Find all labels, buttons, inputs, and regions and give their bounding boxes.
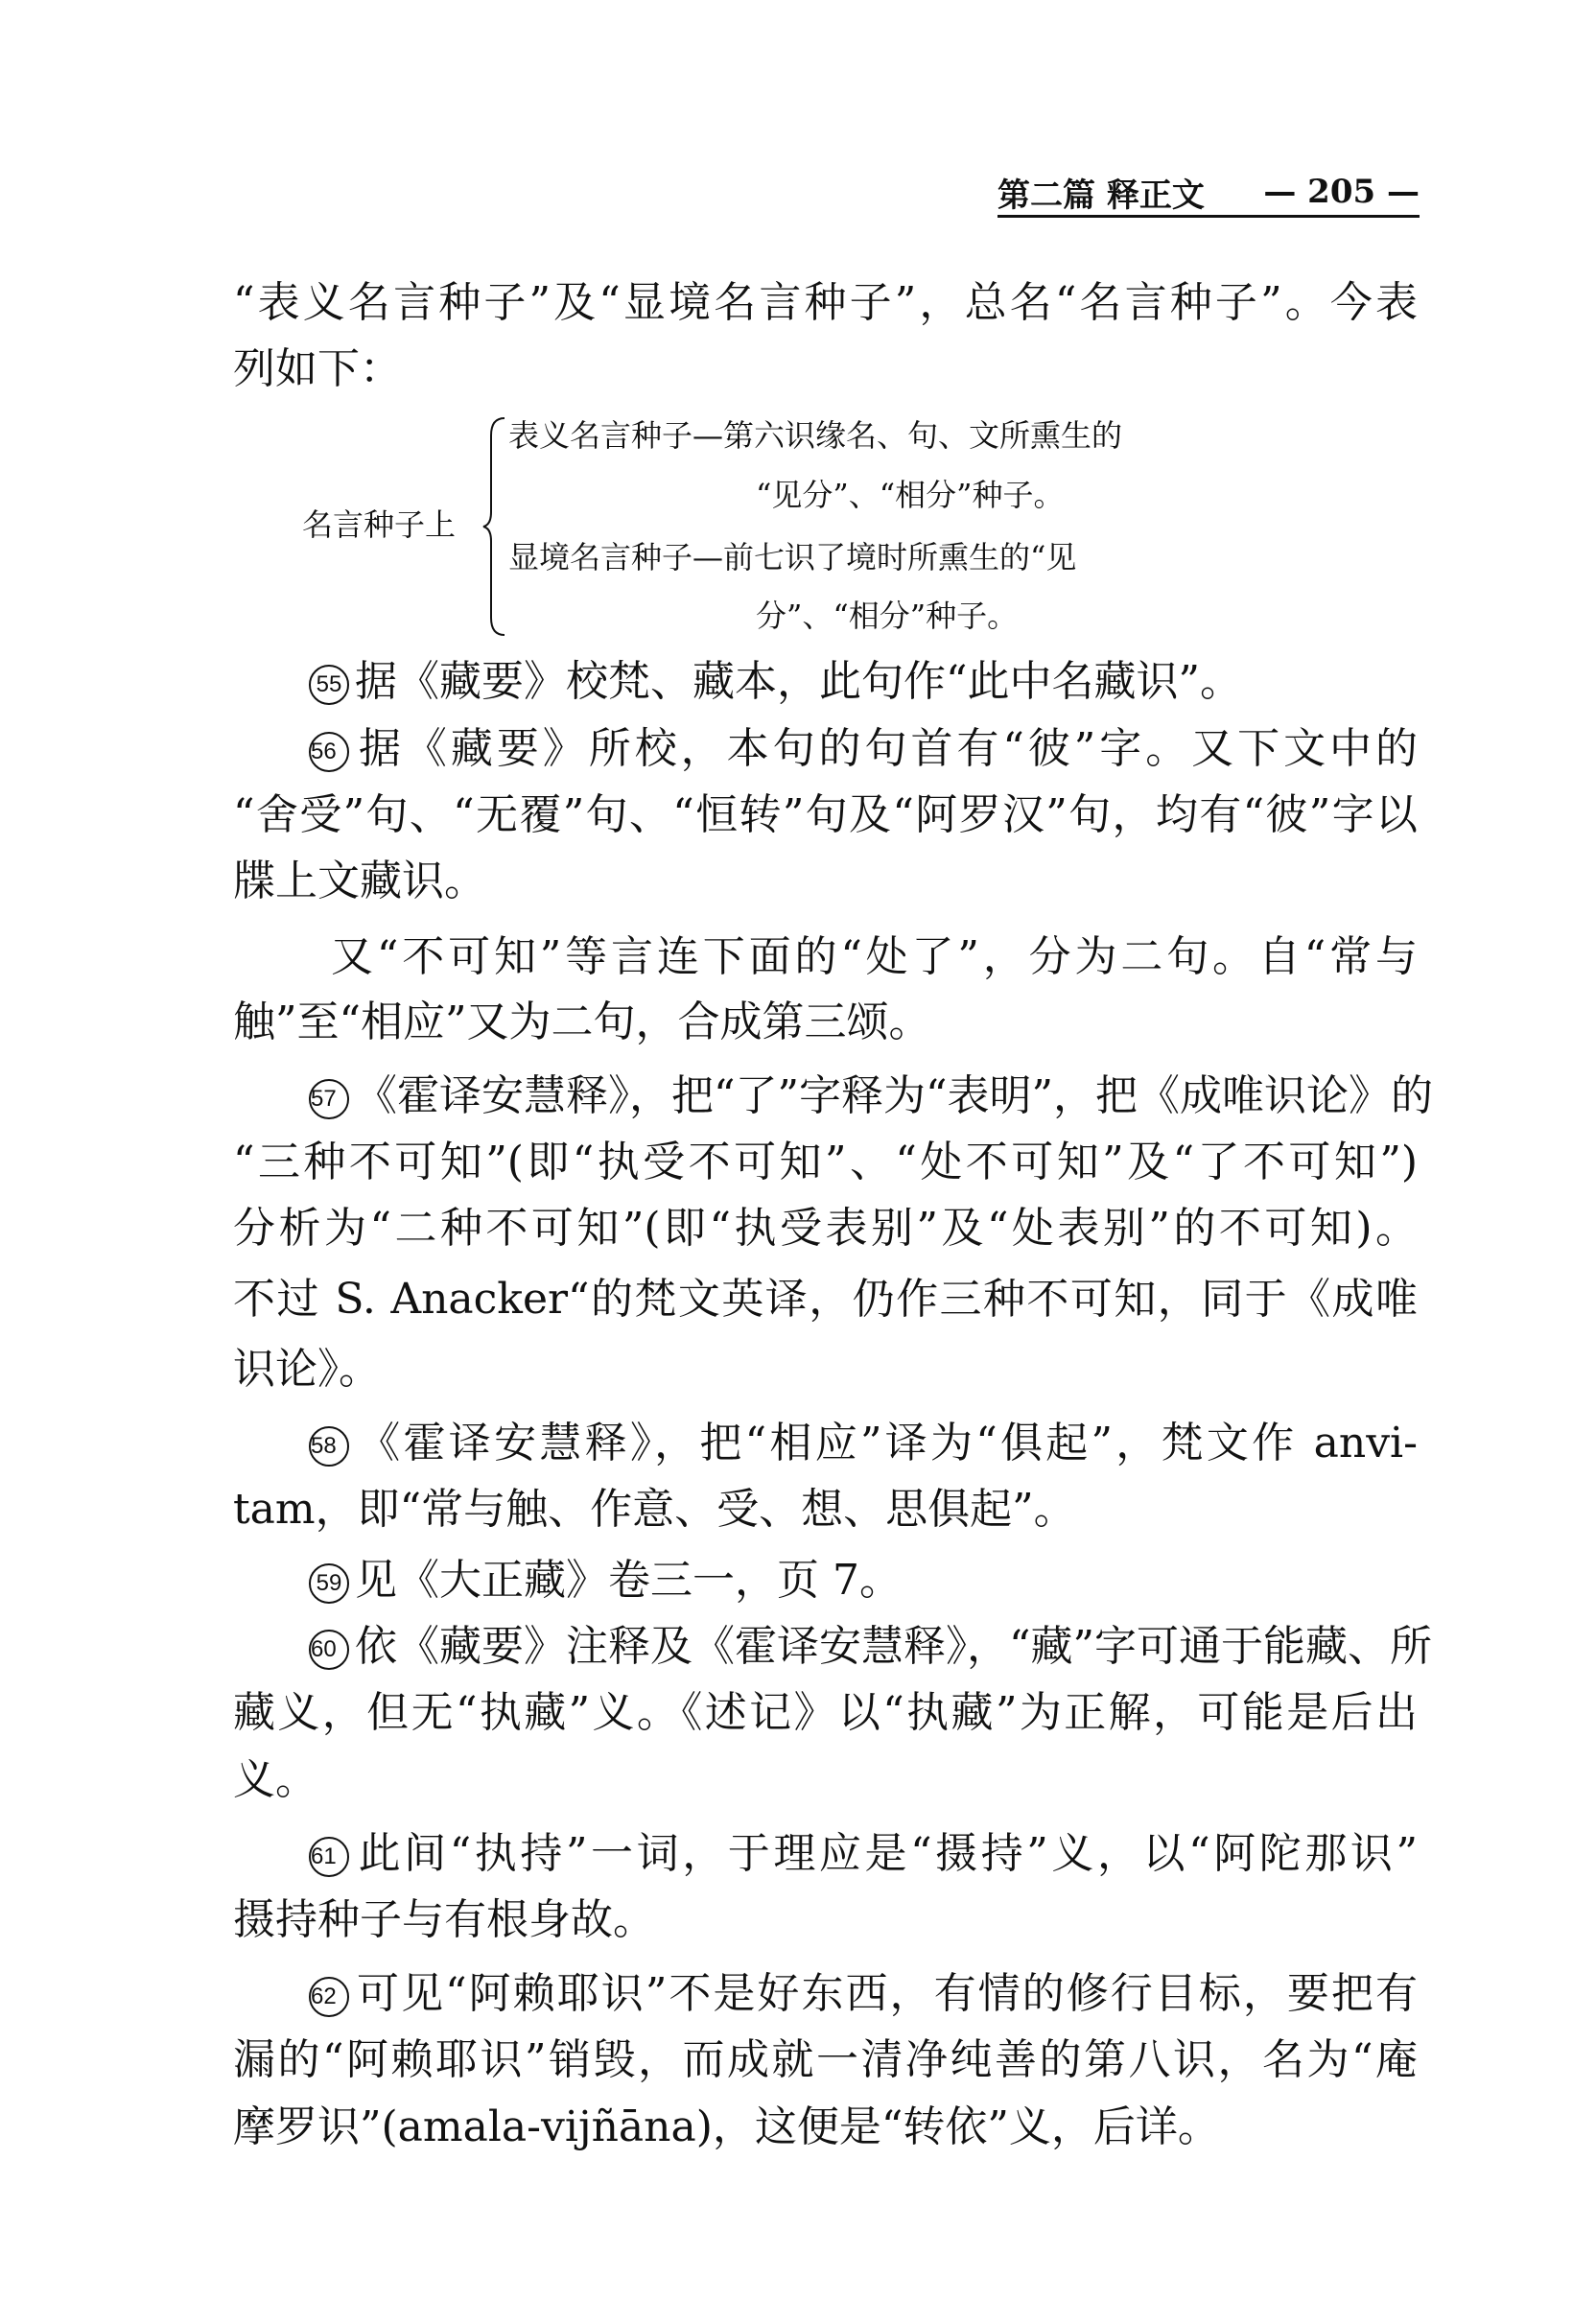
note-number: 61 <box>309 1837 349 1877</box>
note-text: tam，即“常与触、作意、受、想、思俱起”。 <box>233 1485 1076 1534</box>
note-line <box>233 1483 1418 1537</box>
note-line <box>233 1686 1418 1740</box>
table-branch-line: 分”、“相分”种子。 <box>756 598 1019 634</box>
running-header <box>998 169 1420 218</box>
note-text: 藏义，但无“执藏”义。《述记》以“执藏”为正解，可能是后出 <box>233 1688 1418 1737</box>
note-text: 义。 <box>233 1755 317 1804</box>
table-root: 名言种子上 <box>302 506 457 543</box>
body-line: 列如下： <box>233 344 402 393</box>
note-line <box>233 1343 1418 1397</box>
note-number: 57 <box>309 1079 349 1119</box>
note-text: 漏的“阿赖耶识”销毁，而成就一清净纯善的第八识，名为“庵 <box>233 2035 1418 2084</box>
note-line <box>233 2033 1418 2087</box>
note-number: 60 <box>309 1630 349 1670</box>
note-line <box>309 1417 1418 1470</box>
note-text: 牒上文藏识。 <box>233 857 486 905</box>
note-line <box>233 996 1418 1049</box>
note-text: 识论》。 <box>233 1345 381 1394</box>
table-branch-line: “见分”、“相分”种子。 <box>756 477 1065 513</box>
note-number: 59 <box>309 1563 349 1604</box>
note-line <box>233 1893 1418 1947</box>
table-branch-line: 显境名言种子—前七识了境时所熏生的“见 <box>508 539 1077 575</box>
header-section: 第二篇 释正文 <box>998 176 1205 215</box>
brace-icon <box>481 416 510 637</box>
note-number: 55 <box>309 665 349 705</box>
note-text: “三种不可知”(即“执受不可知”、“处不可知”及“了不可知”) <box>233 1138 1418 1186</box>
note-line <box>233 788 1418 842</box>
page-number: — 205 — <box>1263 173 1420 211</box>
note-line <box>309 1069 1433 1123</box>
note-line <box>233 1136 1418 1189</box>
note-number: 62 <box>309 1977 349 2017</box>
note-line <box>309 1554 1418 1608</box>
note-text: 据《藏要》所校，本句的句首有“彼”字。又下文中的 <box>355 724 1418 773</box>
note-line <box>309 1827 1418 1881</box>
table-branch-line: 表义名言种子—第六识缘名、句、文所熏生的 <box>508 417 1123 454</box>
note-text: 见《大正藏》卷三一，页 7。 <box>355 1556 902 1605</box>
note-line <box>309 722 1418 776</box>
note-line <box>233 1273 1418 1327</box>
note-line <box>233 1753 1418 1807</box>
note-text: 不过 S. Anacker“的梵文英译，仍作三种不可知，同于《成唯 <box>233 1275 1418 1324</box>
note-line <box>233 855 1418 908</box>
note-text: 《霍译安慧释》，把“了”字释为“表明”，把《成唯识论》的 <box>355 1071 1433 1120</box>
note-line <box>309 1620 1432 1674</box>
note-line <box>233 1202 1418 1256</box>
note-text: 据《藏要》校梵、藏本，此句作“此中名藏识”。 <box>355 657 1242 706</box>
note-line <box>309 1967 1418 2021</box>
note-text: 可见“阿赖耶识”不是好东西，有情的修行目标，要把有 <box>355 1969 1418 2018</box>
note-number: 56 <box>309 732 349 772</box>
note-text: 触”至“相应”又为二句，合成第三颂。 <box>233 998 931 1046</box>
note-text: “舍受”句、“无覆”句、“恒转”句及“阿罗汉”句，均有“彼”字以 <box>233 790 1418 839</box>
note-text: 摄持种子与有根身故。 <box>233 1895 655 1944</box>
note-text: 依《藏要》注释及《霍译安慧释》，“藏”字可通于能藏、所 <box>355 1622 1432 1671</box>
note-text: 此间“执持”一词，于理应是“摄持”义，以“阿陀那识” <box>355 1829 1418 1878</box>
note-text: 《霍译安慧释》，把“相应”译为“俱起”，梵文作 anvi- <box>355 1419 1418 1467</box>
note-line <box>331 930 1418 984</box>
note-line <box>233 2101 1418 2154</box>
note-line <box>309 655 1418 709</box>
note-text: 又“不可知”等言连下面的“处了”，分为二句。自“常与 <box>331 932 1419 981</box>
note-text: 分析为“二种不可知”(即“执受表别”及“处表别”的不可知)。 <box>233 1204 1418 1253</box>
note-number: 58 <box>309 1426 349 1467</box>
note-text: 摩罗识”(amala-vijñāna)，这便是“转依”义，后详。 <box>233 2102 1220 2151</box>
body-line: “表义名言种子”及“显境名言种子”，总名“名言种子”。今表 <box>233 278 1418 327</box>
